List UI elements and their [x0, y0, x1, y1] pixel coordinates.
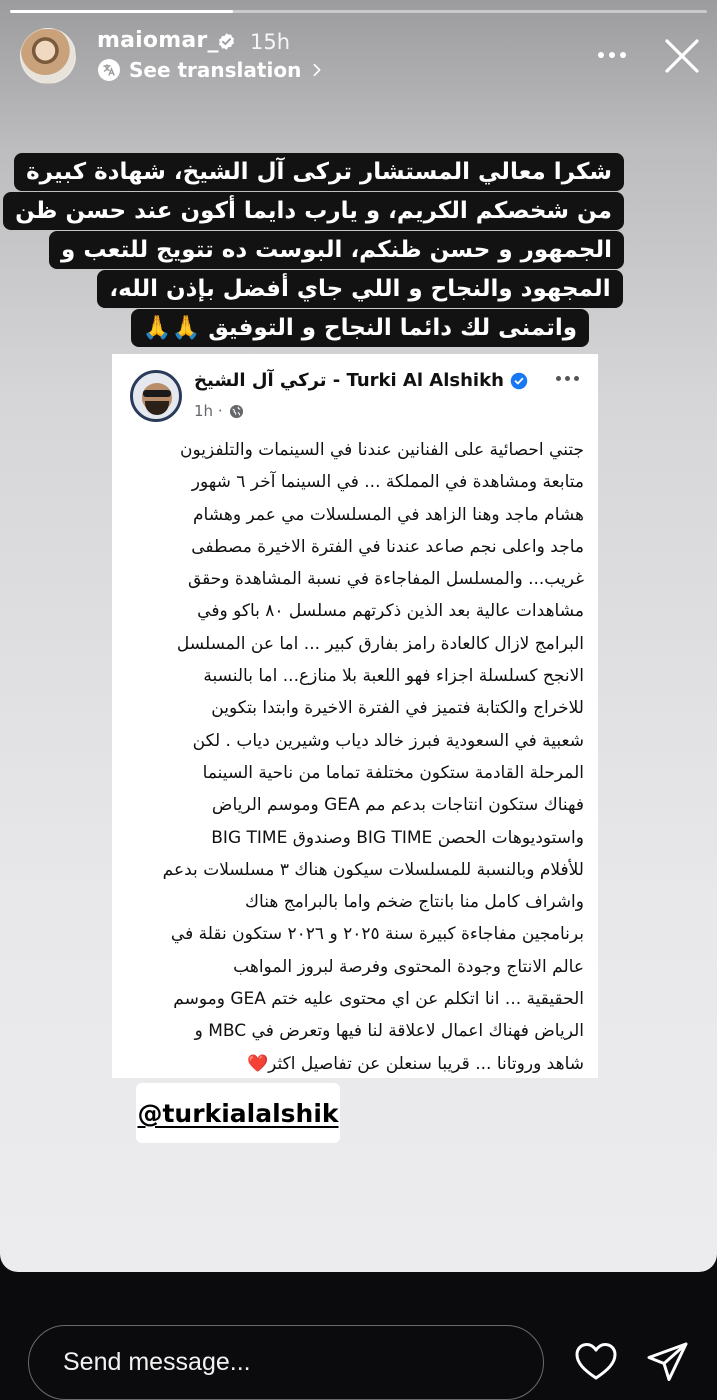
shared-post-card: [112, 354, 598, 1078]
globe-icon: [229, 404, 244, 419]
send-icon[interactable]: [646, 1340, 690, 1384]
post-author-label: تركي آل الشيخ - Turki Al Alshikh: [194, 370, 504, 391]
more-dot-icon: [556, 376, 561, 381]
post-more-options: [556, 376, 579, 381]
story-progress-bar: [10, 10, 707, 13]
close-icon[interactable]: [662, 36, 702, 76]
more-dot-icon: [620, 52, 626, 58]
post-line: برنامجين مفاجاءة كبيرة سنة ٢٠٢٥ و ٢٠٢٦ ستكون نقلة في: [170, 924, 584, 945]
verified-badge-icon: [217, 32, 236, 51]
heart-icon[interactable]: [574, 1341, 618, 1383]
verified-badge-icon: [510, 372, 528, 390]
translate-icon: [97, 58, 121, 82]
post-line: الانجح كسلسلة اجزاء فهو اللعبة بلا منازع... اما بالنسبة: [203, 666, 584, 687]
see-translation-label: See translation: [129, 58, 302, 82]
more-dot-icon: [609, 52, 615, 58]
mention-label: @turkialalshik: [137, 1098, 339, 1128]
post-line: عالم الانتاج وجودة المحتوى وفرصة لبروز المواهب: [233, 956, 584, 977]
post-author-name: [194, 370, 528, 391]
post-line: المرحلة القادمة ستكون مختلفة تماما من ناحية السينما: [202, 762, 584, 783]
username[interactable]: maiomar_: [97, 28, 219, 53]
avatar-glasses: [143, 390, 171, 397]
post-time-label: 1h ·: [194, 402, 223, 420]
post-line: غريب... والمسلسل المفاجاءة في نسبة المشاهدة وحقق: [187, 569, 584, 590]
story-progress-fill: [10, 10, 233, 13]
avatar-beard: [145, 401, 169, 415]
post-line: للاخراج والكتابة فتميز في الفترة الاخيرة وابتدا بتكوين: [211, 698, 584, 719]
more-dot-icon: [565, 376, 570, 381]
see-translation-link[interactable]: [97, 58, 325, 82]
mention-sticker[interactable]: [136, 1083, 340, 1143]
post-line: الرياض فهناك اعمال لاعلاقة لنا فيها وتعرض في MBC و: [194, 1021, 584, 1042]
post-line: متابعة ومشاهدة في المملكة ... في السينما آخر ٦ شهور: [191, 472, 584, 493]
post-line: ماجد واعلى نجم صاعد عندنا في الفترة الاخيرة مصطفى: [191, 536, 584, 557]
post-line: واستوديوهات الحصن BIG TIME وصندوق BIG TIME: [211, 827, 584, 848]
caption-line: من شخصكم الكريم، و يارب دايما أكون عند حسن ظن: [3, 192, 624, 230]
post-line: جتني احصائية على الفنانين عندنا في السينمات والتلفزيون: [179, 440, 584, 460]
caption-line: واتمنى لك دائما النجاح و التوفيق 🙏🙏: [131, 309, 589, 347]
caption-line: المجهود والنجاح و اللي جاي أفضل بإذن الله،: [97, 270, 622, 308]
post-line: البرامج لازال كالعادة رامز بفارق كبير ... اما عن المسلسل: [176, 633, 584, 654]
post-line: للأفلام وبالنسبة للمسلسلات سيكون هناك ٣ مسلسلات بدعم: [162, 859, 584, 880]
post-body: [126, 434, 584, 1080]
post-line: مشاهدات عالية بعد الذين ذكرتهم مسلسل ٨٠ باكو وفي: [197, 601, 584, 622]
send-message-input[interactable]: [28, 1325, 544, 1400]
caption-line: الجمهور و حسن ظنكم، البوست ده تتويج للتعب و: [49, 231, 624, 269]
post-line: شاهد وروتانا ... قريبا سنعلن عن تفاصيل اكثر❤️: [246, 1053, 584, 1074]
post-line: واشراف كامل منا بانتاج ضخم واما بالبرامج هناك: [245, 892, 584, 913]
post-timestamp: [194, 402, 244, 420]
avatar[interactable]: [20, 28, 76, 84]
post-line: شعبية في السعودية فبرز خالد دياب وشيرين دياب . لكن: [192, 730, 584, 751]
more-options-button[interactable]: [598, 40, 632, 70]
post-author-avatar: [130, 370, 182, 422]
chevron-right-icon: [309, 62, 325, 78]
caption-line: شكرا معالي المستشار تركى آل الشيخ، شهادة كبيرة: [14, 153, 624, 191]
story-timestamp: 15h: [250, 30, 291, 54]
story-caption: [15, 153, 624, 348]
post-line: فهناك ستكون انتاجات بدعم مم GEA وموسم الرياض: [211, 795, 584, 816]
more-dot-icon: [574, 376, 579, 381]
more-dot-icon: [598, 52, 604, 58]
post-line: الحقيقية ... انا اتكلم عن اي محتوى عليه ختم GEA وموسم: [173, 989, 584, 1010]
post-line: هشام ماجد وهنا الزاهد في المسلسلات مي عمر وهشام: [193, 504, 584, 525]
